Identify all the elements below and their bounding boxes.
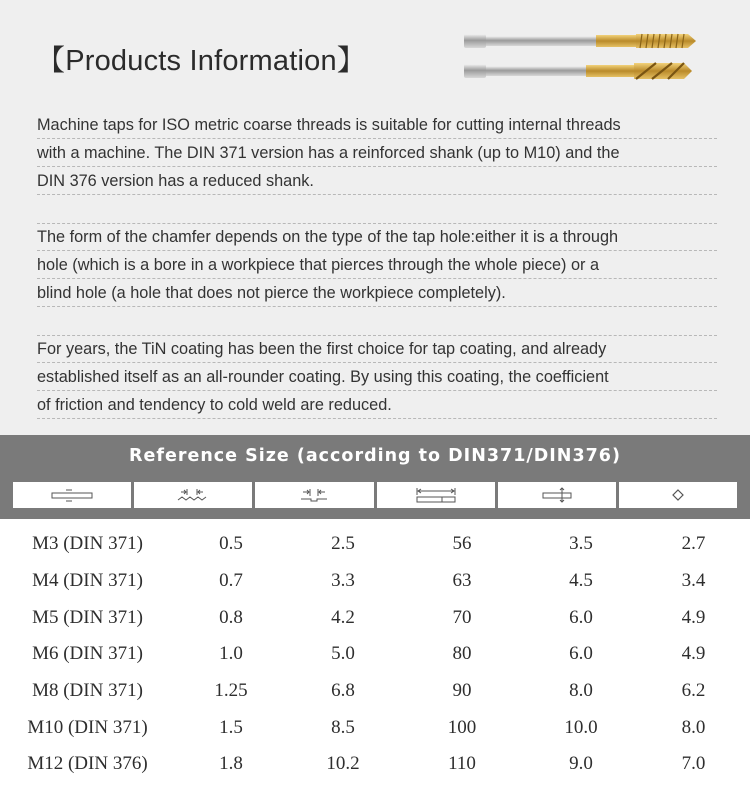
- paragraph-line: with a machine. The DIN 371 version has a reinforced shank (up to M10) and the: [37, 139, 717, 167]
- overall-length-cell: 56: [452, 533, 472, 555]
- size-designation-cell: M10 (DIN 371): [27, 716, 148, 738]
- thread-length-icon: [297, 487, 331, 503]
- square-size-cell: 3.4: [681, 570, 706, 592]
- description-paragraph-1: [37, 111, 717, 195]
- overall-length-cell: 90: [452, 680, 472, 702]
- thread-length-cell: 5.0: [331, 643, 355, 665]
- spiral-flute-tap: [464, 63, 692, 79]
- paragraph-line: The form of the chamfer depends on the type of the tap hole:either it is a through: [37, 223, 717, 251]
- shank-diameter-cell: 4.5: [569, 570, 593, 592]
- paragraph-line: DIN 376 version has a reduced shank.: [37, 167, 717, 195]
- column-header-pitch: [134, 482, 252, 508]
- overall-tap-diagram-icon: [50, 487, 94, 503]
- shank-diameter-cell: 6.0: [569, 643, 593, 665]
- reference-size-table: [0, 526, 750, 783]
- paragraph-line: For years, the TiN coating has been the first choice for tap coating, and already: [37, 335, 717, 363]
- overall-length-cell: 110: [448, 753, 476, 775]
- overall-length-cell: 80: [452, 643, 472, 665]
- column-header-overall: [13, 482, 131, 508]
- size-designation-cell: M3 (DIN 371): [32, 533, 143, 555]
- overall-length-cell: 100: [447, 716, 477, 738]
- column-header-overall-length: [377, 482, 495, 508]
- shank-diameter-cell: 9.0: [569, 753, 593, 775]
- thread-length-cell: 8.5: [331, 716, 355, 738]
- thread-length-cell: 6.8: [331, 680, 355, 702]
- pitch-cell: 1.25: [214, 680, 248, 702]
- thread-length-cell: 2.5: [331, 533, 355, 555]
- square-size-cell: 2.7: [681, 533, 706, 555]
- pitch-cell: 1.5: [219, 716, 243, 738]
- pitch-cell: 0.7: [219, 570, 243, 592]
- size-designation-cell: M8 (DIN 371): [32, 680, 143, 702]
- thread-length-cell: 4.2: [331, 606, 355, 628]
- paragraph-line: Machine taps for ISO metric coarse threads is suitable for cutting internal threads: [37, 111, 717, 139]
- pitch-cell: 1.8: [219, 753, 243, 775]
- size-designation-cell: M4 (DIN 371): [32, 570, 143, 592]
- column-header-thread-length: [255, 482, 373, 508]
- table-row: [0, 526, 750, 563]
- column-header-square: [619, 482, 737, 508]
- table-row: [0, 636, 750, 673]
- shank-diameter-cell: 3.5: [569, 533, 593, 555]
- pitch-cell: 0.5: [219, 533, 243, 555]
- shank-diameter-icon: [540, 487, 574, 503]
- shank-diameter-cell: 8.0: [569, 680, 593, 702]
- table-row: [0, 599, 750, 636]
- overall-length-cell: 70: [452, 606, 472, 628]
- shank-diameter-cell: 6.0: [569, 606, 593, 628]
- description-paragraph-2: [37, 223, 717, 307]
- overall-length-icon: [414, 486, 458, 504]
- square-size-cell: 4.9: [681, 606, 706, 628]
- square-size-icon: [670, 487, 686, 503]
- square-size-cell: 7.0: [681, 753, 706, 775]
- pitch-cell: 0.8: [219, 606, 243, 628]
- square-size-cell: 6.2: [681, 680, 706, 702]
- size-designation-cell: M6 (DIN 371): [32, 643, 143, 665]
- size-designation-cell: M12 (DIN 376): [27, 753, 148, 775]
- machine-taps-image: [462, 30, 702, 90]
- column-icon-row: [13, 482, 737, 508]
- paragraph-line: of friction and tendency to cold weld are reduced.: [37, 391, 717, 419]
- overall-length-cell: 63: [452, 570, 472, 592]
- thread-length-cell: 10.2: [326, 753, 360, 775]
- reference-size-title: Reference Size (according to DIN371/DIN376): [129, 446, 621, 466]
- table-row: [0, 563, 750, 600]
- table-row: [0, 746, 750, 783]
- table-row: [0, 709, 750, 746]
- section-title: 【Products Information】: [36, 45, 366, 77]
- thread-length-cell: 3.3: [331, 570, 355, 592]
- thread-pitch-icon: [176, 487, 210, 503]
- square-size-cell: 8.0: [681, 716, 706, 738]
- paragraph-line: blind hole (a hole that does not pierce the workpiece completely).: [37, 279, 717, 307]
- straight-flute-tap: [464, 34, 696, 48]
- paragraph-line: established itself as an all-rounder coating. By using this coating, the coefficient: [37, 363, 717, 391]
- size-designation-cell: M5 (DIN 371): [32, 606, 143, 628]
- table-row: [0, 673, 750, 710]
- column-header-shank: [498, 482, 616, 508]
- paragraph-line: hole (which is a bore in a workpiece that pierces through the whole piece) or a: [37, 251, 717, 279]
- reference-size-header: [0, 435, 750, 519]
- pitch-cell: 1.0: [219, 643, 243, 665]
- square-size-cell: 4.9: [681, 643, 706, 665]
- shank-diameter-cell: 10.0: [564, 716, 598, 738]
- description-paragraph-3: [37, 335, 717, 419]
